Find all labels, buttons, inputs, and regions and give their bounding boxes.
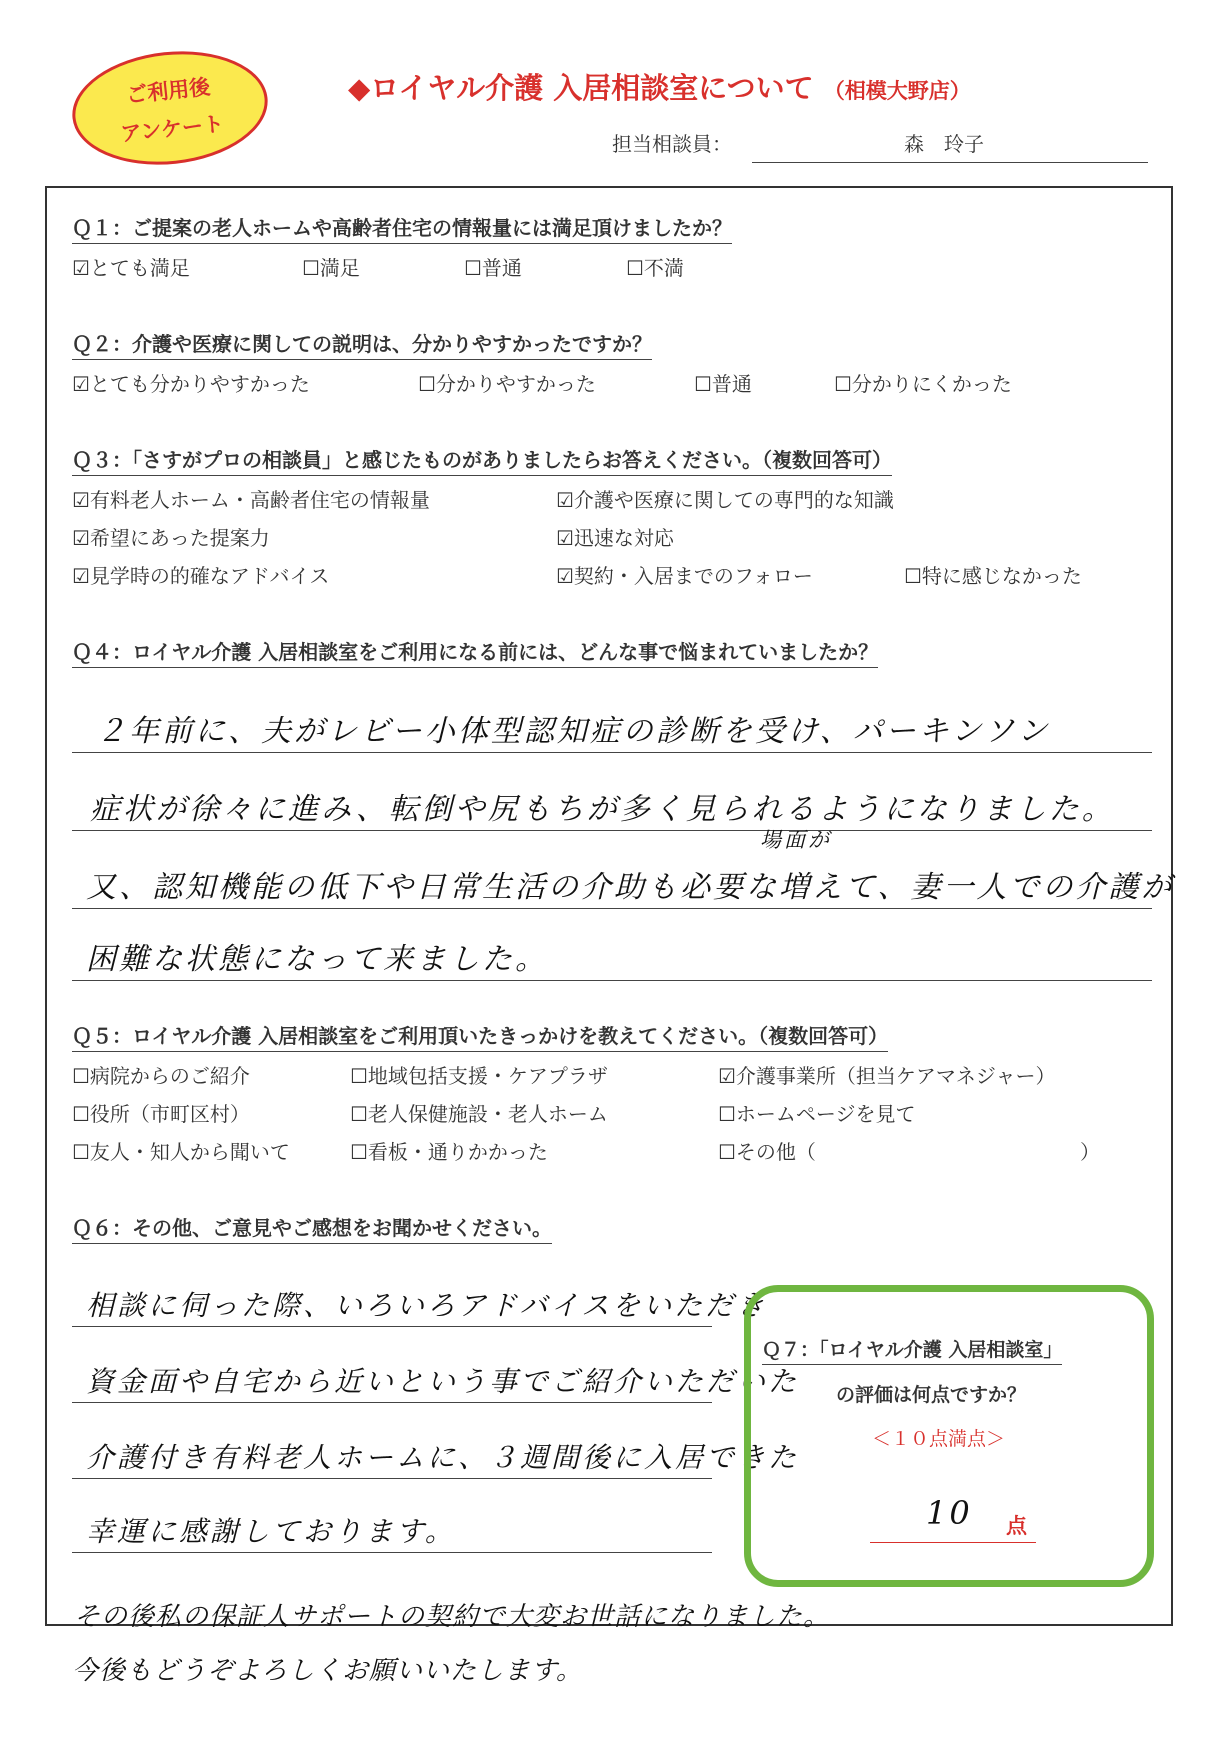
q5-option[interactable]: ☐老人保健施設・老人ホーム bbox=[350, 1102, 608, 1126]
survey-badge bbox=[67, 42, 274, 174]
answer-rule bbox=[72, 830, 1152, 831]
q7-score-unit: 点 bbox=[1006, 1514, 1027, 1538]
answer-rule bbox=[72, 1402, 712, 1403]
q4-answer-line: 困難な状態になって来ました。 bbox=[86, 942, 548, 977]
q6-answer-line: その後私の保証人サポートの契約で大変お世話になりました。 bbox=[74, 1602, 831, 1632]
q3-option[interactable]: ☑見学時の的確なアドバイス bbox=[72, 564, 330, 588]
q6-answer-line: 資金面や自宅から近いという事でご紹介いただいた bbox=[86, 1365, 800, 1398]
q6-answer-line: 今後もどうぞよろしくお願いいたします。 bbox=[72, 1656, 583, 1686]
branch-name: （相模大野店） bbox=[823, 79, 971, 103]
q2-option[interactable]: ☐普通 bbox=[694, 372, 752, 396]
q1-option[interactable]: ☐不満 bbox=[626, 256, 684, 280]
q7-score-underline bbox=[870, 1542, 1036, 1543]
title-text: ◆ロイヤル介護 入居相談室について bbox=[348, 71, 814, 105]
q5-option[interactable]: ☑介護事業所（担当ケアマネジャー） bbox=[718, 1064, 1056, 1088]
q2-option[interactable]: ☐分かりにくかった bbox=[834, 372, 1012, 396]
answer-rule bbox=[72, 1552, 712, 1553]
answer-rule bbox=[72, 980, 1152, 981]
q3-option[interactable]: ☑契約・入居までのフォロー bbox=[556, 564, 813, 588]
page-title bbox=[348, 66, 971, 107]
q3-option[interactable]: ☐特に感じなかった bbox=[904, 564, 1082, 588]
q1-option[interactable]: ☐普通 bbox=[464, 256, 522, 280]
q3-option[interactable]: ☑有料老人ホーム・高齢者住宅の情報量 bbox=[72, 488, 430, 512]
q6-answer-line: 介護付き有料老人ホームに、３週間後に入居できた bbox=[86, 1441, 800, 1474]
staff-underline bbox=[752, 162, 1148, 163]
q5-option[interactable]: ☐友人・知人から聞いて bbox=[72, 1140, 290, 1164]
q3-option[interactable]: ☑迅速な対応 bbox=[556, 526, 674, 550]
q1-option[interactable]: ☑とても満足 bbox=[72, 256, 190, 280]
q2-question: Ｑ２：介護や医療に関しての説明は、分かりやすかったですか？ bbox=[72, 328, 652, 360]
staff-name: 森 玲子 bbox=[904, 132, 984, 156]
q3-option[interactable]: ☑希望にあった提案力 bbox=[72, 526, 270, 550]
q5-option[interactable]: ☐役所（市町区村） bbox=[72, 1102, 250, 1126]
answer-rule bbox=[72, 1326, 712, 1327]
q5-option[interactable]: ☐地域包括支援・ケアプラザ bbox=[350, 1064, 608, 1088]
q1-option[interactable]: ☐満足 bbox=[302, 256, 360, 280]
q1-question: Ｑ１：ご提案の老人ホームや高齢者住宅の情報量には満足頂けましたか？ bbox=[72, 212, 732, 244]
q2-option[interactable]: ☐分かりやすかった bbox=[418, 372, 596, 396]
badge-line1: ご利用後 bbox=[125, 74, 212, 108]
answer-rule bbox=[72, 752, 1152, 753]
answer-rule bbox=[72, 1478, 712, 1479]
q5-option[interactable]: ☐看板・通りかかった bbox=[350, 1140, 548, 1164]
answer-rule bbox=[72, 908, 1152, 909]
q2-option[interactable]: ☑とても分かりやすかった bbox=[72, 372, 310, 396]
q7-score: 10 bbox=[926, 1494, 973, 1532]
q5-option[interactable]: ☐ホームページを見て bbox=[718, 1102, 916, 1126]
q5-other-close: ） bbox=[1080, 1140, 1100, 1164]
q5-question: Ｑ５：ロイヤル介護 入居相談室をご利用頂いたきっかけを教えてください。（複数回答可） bbox=[72, 1020, 888, 1052]
q3-question: Ｑ３：「さすがプロの相談員」と感じたものがありましたらお答えください。（複数回答可） bbox=[72, 444, 892, 476]
q4-answer-line: ２年前に、夫がレビー小体型認知症の診断を受け、パーキンソン bbox=[96, 714, 1051, 749]
q5-option-other[interactable]: ☐その他（ bbox=[718, 1140, 816, 1164]
q4-question: Ｑ４：ロイヤル介護 入居相談室をご利用になる前には、どんな事で悩まれていましたか？ bbox=[72, 636, 878, 668]
q4-answer-line: 又、認知機能の低下や日常生活の介助も必要な増えて、妻一人での介護が bbox=[86, 870, 1175, 905]
q4-answer-line: 症状が徐々に進み、転倒や尻もちが多く見られるようになりました。 bbox=[90, 792, 1115, 827]
q4-insert-note: 場面が bbox=[760, 828, 832, 852]
q7-scale: ＜１０点満点＞ bbox=[872, 1428, 1006, 1450]
q7-question-line2: の評価は何点ですか？ bbox=[836, 1384, 1027, 1406]
q6-answer-line: 相談に伺った際、いろいろアドバイスをいただき bbox=[86, 1289, 768, 1322]
q3-option[interactable]: ☑介護や医療に関しての専門的な知識 bbox=[556, 488, 894, 512]
q6-answer-line: 幸運に感謝しております。 bbox=[86, 1515, 456, 1548]
badge-line2: アンケート bbox=[119, 111, 226, 147]
q6-question: Ｑ６：その他、ご意見やご感想をお聞かせください。 bbox=[72, 1212, 552, 1244]
q7-question-line1: Ｑ７：「ロイヤル介護 入居相談室」 bbox=[762, 1335, 1062, 1365]
q5-option[interactable]: ☐病院からのご紹介 bbox=[72, 1064, 250, 1088]
staff-label: 担当相談員： bbox=[612, 132, 732, 156]
